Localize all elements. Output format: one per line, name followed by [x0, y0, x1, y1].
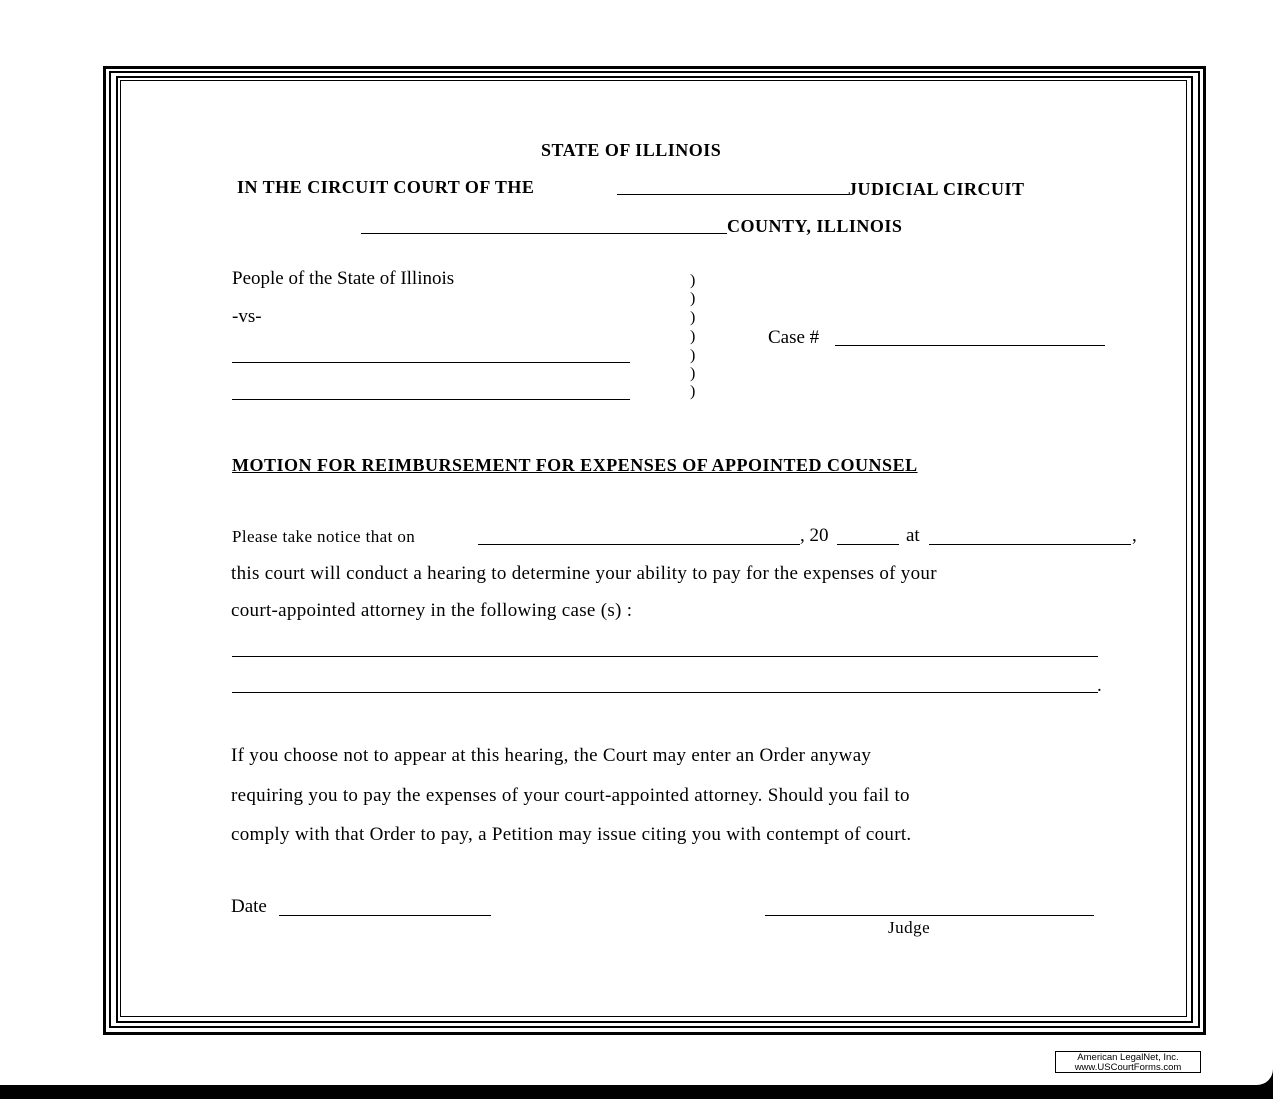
year-prefix: , 20: [800, 525, 829, 546]
at-label: at: [906, 525, 920, 546]
case-number-label: Case #: [768, 327, 820, 348]
plaintiff-name: People of the State of Illinois: [232, 268, 455, 289]
warning-line-2: requiring you to pay the expenses of your court-appointed attorney. Should you fail to: [231, 785, 910, 806]
caption-paren: ): [690, 383, 696, 400]
notice-line-2: this court will conduct a hearing to determine your ability to pay for the expenses of your: [231, 563, 937, 584]
case-list-blank-2[interactable]: [232, 692, 1098, 693]
case-number-blank[interactable]: [835, 345, 1105, 346]
warning-line-3: comply with that Order to pay, a Petition may issue citing you with contempt of court.: [231, 824, 912, 845]
publisher-name: American LegalNet, Inc.: [1077, 1052, 1179, 1063]
caption-paren: ): [690, 365, 696, 382]
hearing-date-blank[interactable]: [478, 544, 800, 545]
warning-line-1: If you choose not to appear at this hearing, the Court may enter an Order anyway: [231, 745, 872, 766]
hearing-time-blank[interactable]: [929, 544, 1131, 545]
versus-label: -vs-: [232, 306, 262, 327]
county-blank[interactable]: [361, 233, 727, 234]
caption-paren: ): [690, 347, 696, 364]
date-blank[interactable]: [279, 915, 491, 916]
judge-label: Judge: [888, 918, 931, 937]
year-blank[interactable]: [837, 544, 899, 545]
border-inner: [120, 80, 1187, 1017]
notice-prefix: Please take notice that on: [232, 527, 416, 546]
defendant-blank-2[interactable]: [232, 399, 630, 400]
trailing-comma: ,: [1132, 525, 1137, 546]
case-list-blank-1[interactable]: [232, 656, 1098, 657]
caption-paren: ): [690, 309, 696, 326]
publisher-stamp: [1055, 1051, 1201, 1073]
caption-paren: ): [690, 290, 696, 307]
publisher-website: www.USCourtForms.com: [1074, 1062, 1182, 1073]
state-heading: STATE OF ILLINOIS: [541, 140, 722, 160]
judicial-circuit-blank[interactable]: [617, 194, 849, 195]
notice-line-3: court-appointed attorney in the following case (s) :: [231, 600, 633, 621]
caption-paren: ): [690, 272, 696, 289]
date-label: Date: [231, 896, 267, 917]
case-list-period: .: [1097, 675, 1102, 696]
judge-signature-line[interactable]: [765, 915, 1094, 916]
county-heading: COUNTY, ILLINOIS: [727, 216, 903, 236]
motion-title: MOTION FOR REIMBURSEMENT FOR EXPENSES OF APPOINTED COUNSEL: [232, 455, 918, 475]
court-heading-prefix: IN THE CIRCUIT COURT OF THE: [237, 177, 535, 197]
caption-paren: ): [690, 328, 696, 345]
court-heading-suffix: JUDICIAL CIRCUIT: [848, 179, 1025, 199]
defendant-blank-1[interactable]: [232, 362, 630, 363]
